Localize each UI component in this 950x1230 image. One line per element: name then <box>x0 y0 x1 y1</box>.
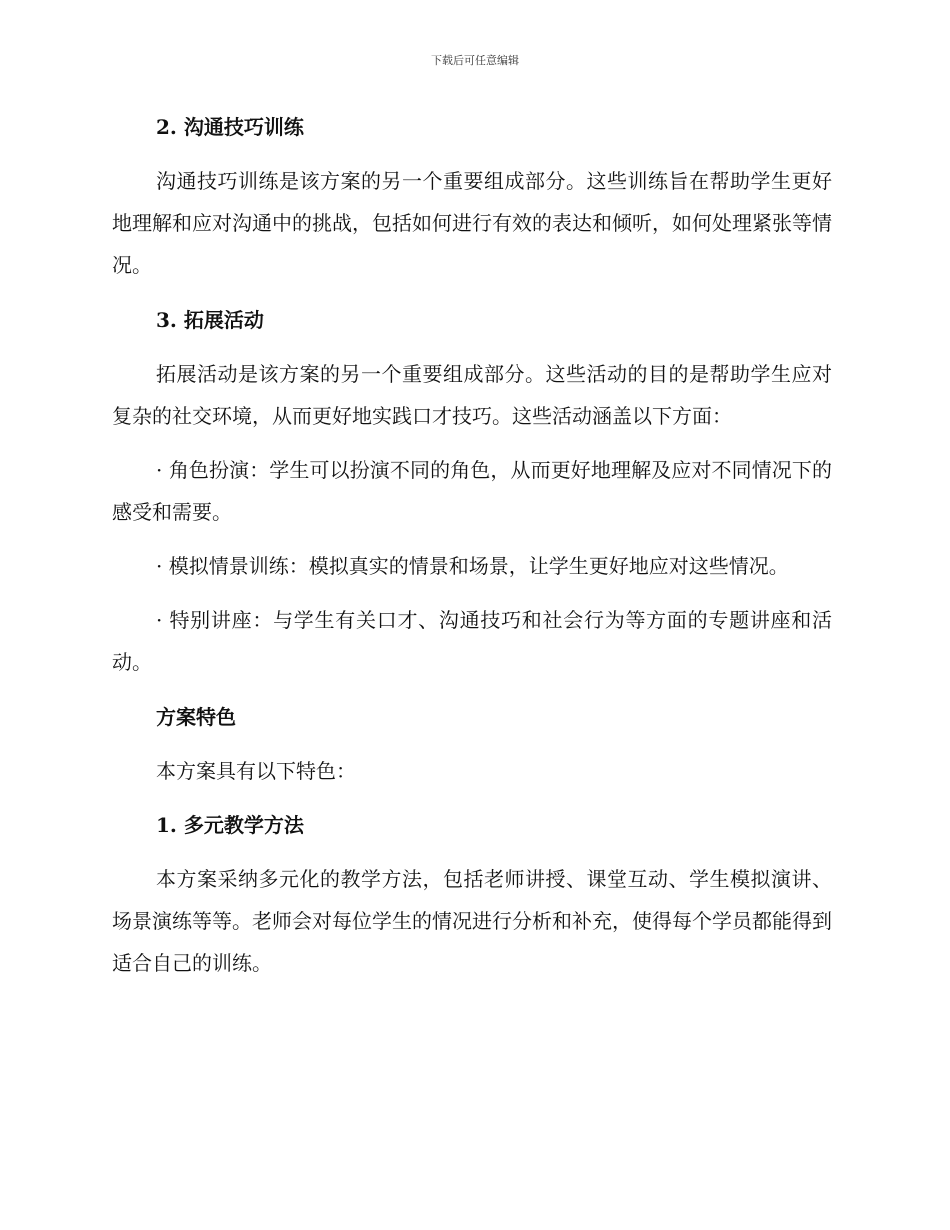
document-body <box>112 106 832 984</box>
features-intro: 本方案具有以下特色： <box>156 759 356 783</box>
list-item-special-lectures: · 特别讲座：与学生有关口才、沟通技巧和社会行为等方面的专题讲座和活动。 <box>112 608 832 674</box>
section-heading-extension-activities: 3. 拓展活动 <box>156 308 264 332</box>
paragraph-extension-activities: 拓展活动是该方案的另一个重要组成部分。这些活动的目的是帮助学生应对复杂的社交环境，从而更好地实践口才技巧。这些活动涵盖以下方面： <box>112 362 832 428</box>
header-note: 下载后可任意编辑 <box>431 54 519 67</box>
paragraph-diverse-teaching: 本方案采纳多元化的教学方法，包括老师讲授、课堂互动、学生模拟演讲、场景演练等等。老师会对每位学生的情况进行分析和补充，使得每个学员都能得到适合自己的训练。 <box>112 867 832 975</box>
section-heading-communication-skills: 2. 沟通技巧训练 <box>156 115 304 139</box>
section-heading-diverse-teaching: 1. 多元教学方法 <box>156 813 304 837</box>
list-item-scenario-training: · 模拟情景训练：模拟真实的情景和场景，让学生更好地应对这些情况。 <box>156 554 789 578</box>
list-item-role-play: · 角色扮演：学生可以扮演不同的角色，从而更好地理解及应对不同情况下的感受和需要。 <box>112 458 832 524</box>
section-heading-features: 方案特色 <box>156 705 236 729</box>
paragraph-communication-skills: 沟通技巧训练是该方案的另一个重要组成部分。这些训练旨在帮助学生更好地理解和应对沟通中的挑战，包括如何进行有效的表达和倾听，如何处理紧张等情况。 <box>112 169 832 277</box>
